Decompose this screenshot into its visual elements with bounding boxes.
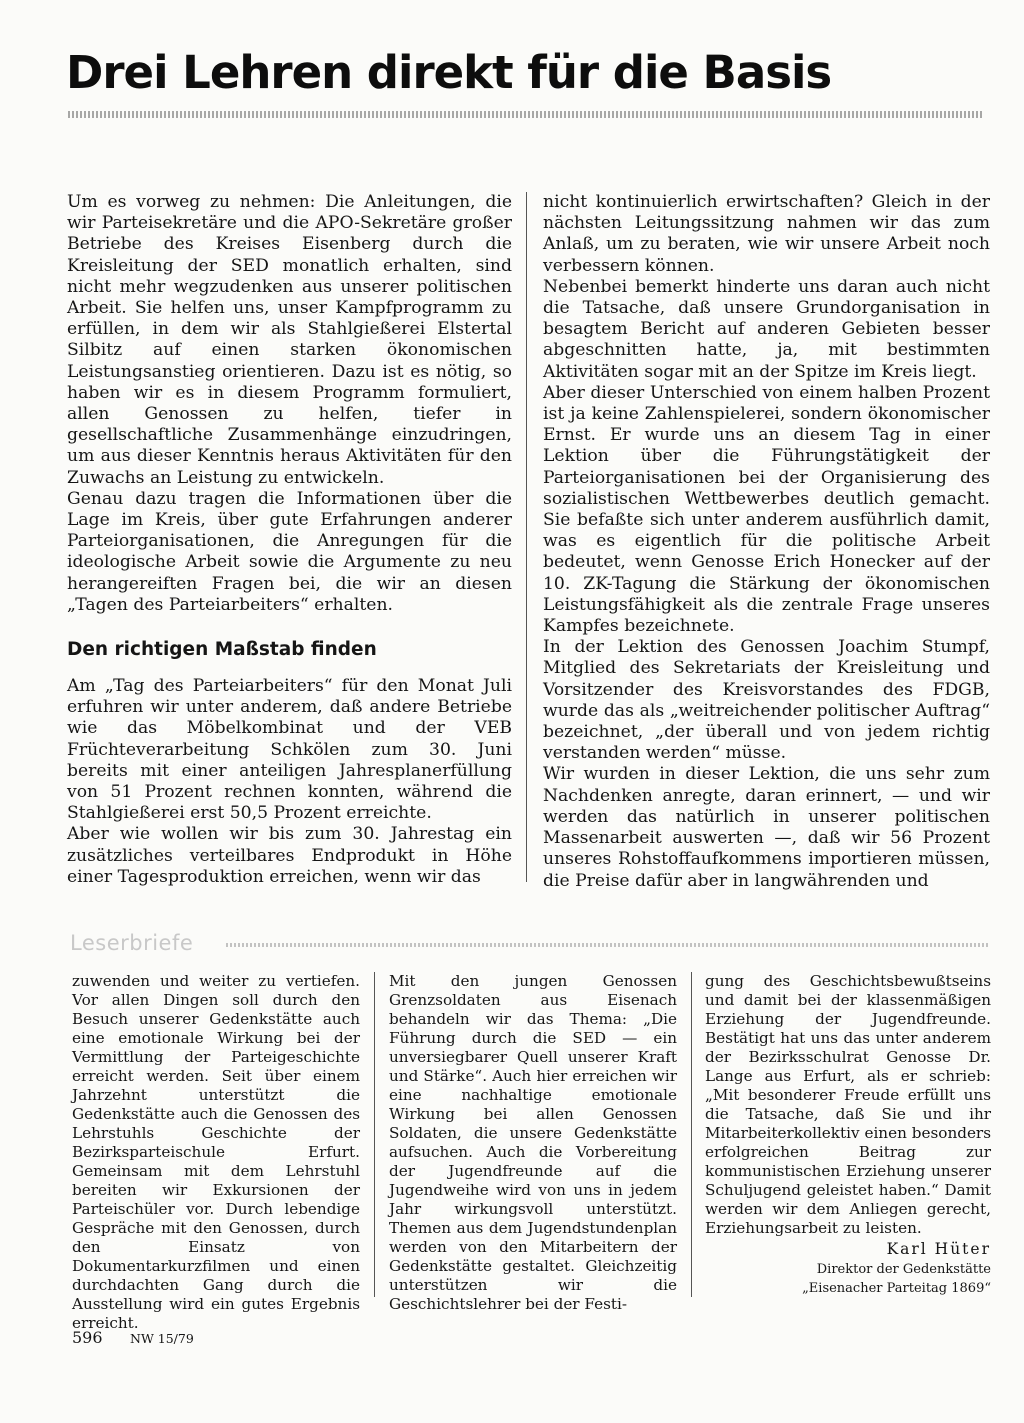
headline: Drei Lehren direkt für die Basis: [66, 46, 832, 99]
signature-role: „Eisenacher Parteitag 1869“: [802, 1281, 991, 1296]
letter-paragraph: gung des Geschichtsbewußtseins und damit bei der klassenmäßigen Erziehung der Jugendfreunde. Bestätigt hat uns das unter anderem der Bezirksschulrat Genosse Dr. Lange aus Erfurt, als er schrieb: „Mit besonderer Freude erfüllt uns die Tatsache, daß Sie und ihr Mitarbeiterkollektiv einen besonders erfolgreichen Beitrag zur kommunistischen Erziehung unserer Schuljugend geleistet haben.“ Damit werden wir dem Anliegen gerecht, Erziehungsarbeit zu leisten.: [705, 972, 991, 1237]
column-divider: [691, 972, 692, 1297]
article-paragraph: nicht kontinuierlich erwirtschaften? Gleich in der nächsten Leitungssitzung nahmen wir das zum Anlaß, um zu beraten, wie wir unsere Arbeit noch verbessern können.: [543, 192, 990, 276]
letters-column-3: [705, 972, 991, 1297]
signature-role: Direktor der Gedenkstätte: [816, 1262, 991, 1277]
signature-name: Karl Hüter: [886, 1240, 991, 1258]
issue-label: NW 15/79: [130, 1331, 194, 1346]
letters-section-rule: [226, 943, 990, 947]
article-paragraph: Am „Tag des Parteiarbeiters“ für den Monat Juli erfuhren wir unter anderem, daß andere Betriebe wie das Möbelkombinat und der VEB Früchteverarbeitung Schkölen zum 30. Juni bereits mit einer anteiligen Jahresplanerfüllung von 51 Prozent rechnen konnten, während die Stahlgießerei erst 50,5 Prozent erreichte.: [67, 676, 512, 824]
article-paragraph: In der Lektion des Genossen Joachim Stumpf, Mitglied des Sekretariats der Kreisleitung und Vorsitzender des Kreisvorstandes des FDGB, wurde das als „weitreichender politischer Auftrag“ bezeichnet, „der überall und von jedem richtig verstanden werden“ müsse.: [543, 637, 990, 764]
article-paragraph: Wir wurden in dieser Lektion, die uns sehr zum Nachdenken anregte, daran erinnert, — und wir werden das natürlich in unserer politischen Massenarbeit auswerten —, daß wir 56 Prozent unseres Rohstoffaufkommens importieren müssen, die Preise dafür aber in langwährenden und: [543, 764, 990, 891]
article-column-2: [543, 192, 990, 892]
letters-column-1: [72, 972, 360, 1333]
section-subheading: Den richtigen Maßstab finden: [67, 639, 377, 661]
column-divider: [374, 972, 375, 1297]
article-paragraph: Aber wie wollen wir bis zum 30. Jahrestag ein zusätzliches verteilbares Endprodukt in Höhe einer Tagesproduktion erreichen, wenn wir das: [67, 824, 512, 887]
letter-paragraph: zuwenden und weiter zu vertiefen. Vor allen Dingen soll durch den Besuch unserer Gedenkstätte auch eine emotionale Wirkung bei der Vermittlung der Parteigeschichte erreicht werden. Seit über einem Jahrzehnt unterstützt die Gedenkstätte auch die Genossen des Lehrstuhls Geschichte der Bezirksparteischule Erfurt. Gemeinsam mit dem Lehrstuhl bereiten wir Exkursionen der Parteischüler vor. Durch lebendige Gespräche mit den Genossen, durch den Einsatz von Dokumentarkurzfilmen und einen durchdachten Gang durch die Ausstellung wird ein gutes Ergebnis erreicht.: [72, 972, 360, 1332]
letters-section-header: Leserbriefe: [70, 931, 194, 955]
article-column-1: [67, 192, 512, 888]
letters-column-2: [389, 972, 677, 1314]
article-paragraph: Nebenbei bemerkt hinderte uns daran auch nicht die Tatsache, daß unsere Grundorganisation in besagtem Bericht auf anderen Gebieten besser abgeschnitten hatte, ja, mit bestimmten Aktivitäten sogar mit an der Spitze im Kreis liegt.: [543, 276, 990, 382]
column-divider: [526, 192, 527, 882]
letter-signature: [705, 1240, 991, 1297]
page-number: 596: [72, 1328, 103, 1347]
headline-rule: [68, 111, 984, 118]
article-paragraph: Um es vorweg zu nehmen: Die Anleitungen, die wir Parteisekretäre und die APO-Sekretäre großer Betriebe des Kreises Eisenberg durch die Kreisleitung der SED monatlich erhalten, sind nicht mehr wegzudenken aus unserer politischen Arbeit. Sie helfen uns, unser Kampfprogramm zu erfüllen, in dem wir als Stahlgießerei Elstertal Silbitz auf einen starken ökonomischen Leistungsanstieg orientieren. Dazu ist es nötig, so haben wir es in diesem Programm formuliert, allen Genossen zu helfen, tiefer in gesellschaftliche Zusammenhänge einzudringen, um aus dieser Kenntnis heraus Aktivitäten für den Zuwachs an Leistung zu entwickeln.: [67, 192, 512, 488]
article-paragraph: Genau dazu tragen die Informationen über die Lage im Kreis, über gute Erfahrungen anderer Parteiorganisationen, die Anregungen für die ideologische Arbeit sowie die Argumente zu neu herangereiften Fragen bei, die wir an diesen „Tagen des Parteiarbeiters“ erhalten.: [67, 488, 512, 615]
article-paragraph: Aber dieser Unterschied von einem halben Prozent ist ja keine Zahlenspielerei, sondern ökonomischer Ernst. Er wurde uns an diesem Tag in einer Lektion über die Führungstätigkeit der Parteiorganisationen bei der Organisierung des sozialistischen Wettbewerbes deutlich gemacht. Sie befaßte sich unter anderem ausführlich damit, was es eigentlich für die politische Arbeit bedeutet, wenn Genosse Erich Honecker auf der 10. ZK-Tagung die Stärkung der ökonomischen Leistungsfähigkeit als die zentrale Frage unseres Kampfes bezeichnete.: [543, 382, 990, 637]
letter-paragraph: Mit den jungen Genossen Grenzsoldaten aus Eisenach behandeln wir das Thema: „Die Führung durch die SED — ein unversiegbarer Quell unserer Kraft und Stärke“. Auch hier erreichen wir eine nachhaltige emotionale Wirkung bei allen Genossen Soldaten, die unsere Gedenkstätte aufsuchen. Auch die Vorbereitung der Jugendfreunde auf die Jugendweihe wird von uns in jedem Jahr wirkungsvoll unterstützt. Themen aus dem Jugendstundenplan werden von den Mitarbeitern der Gedenkstätte gestaltet. Gleichzeitig unterstützen wir die Geschichtslehrer bei der Festi-: [389, 972, 677, 1313]
